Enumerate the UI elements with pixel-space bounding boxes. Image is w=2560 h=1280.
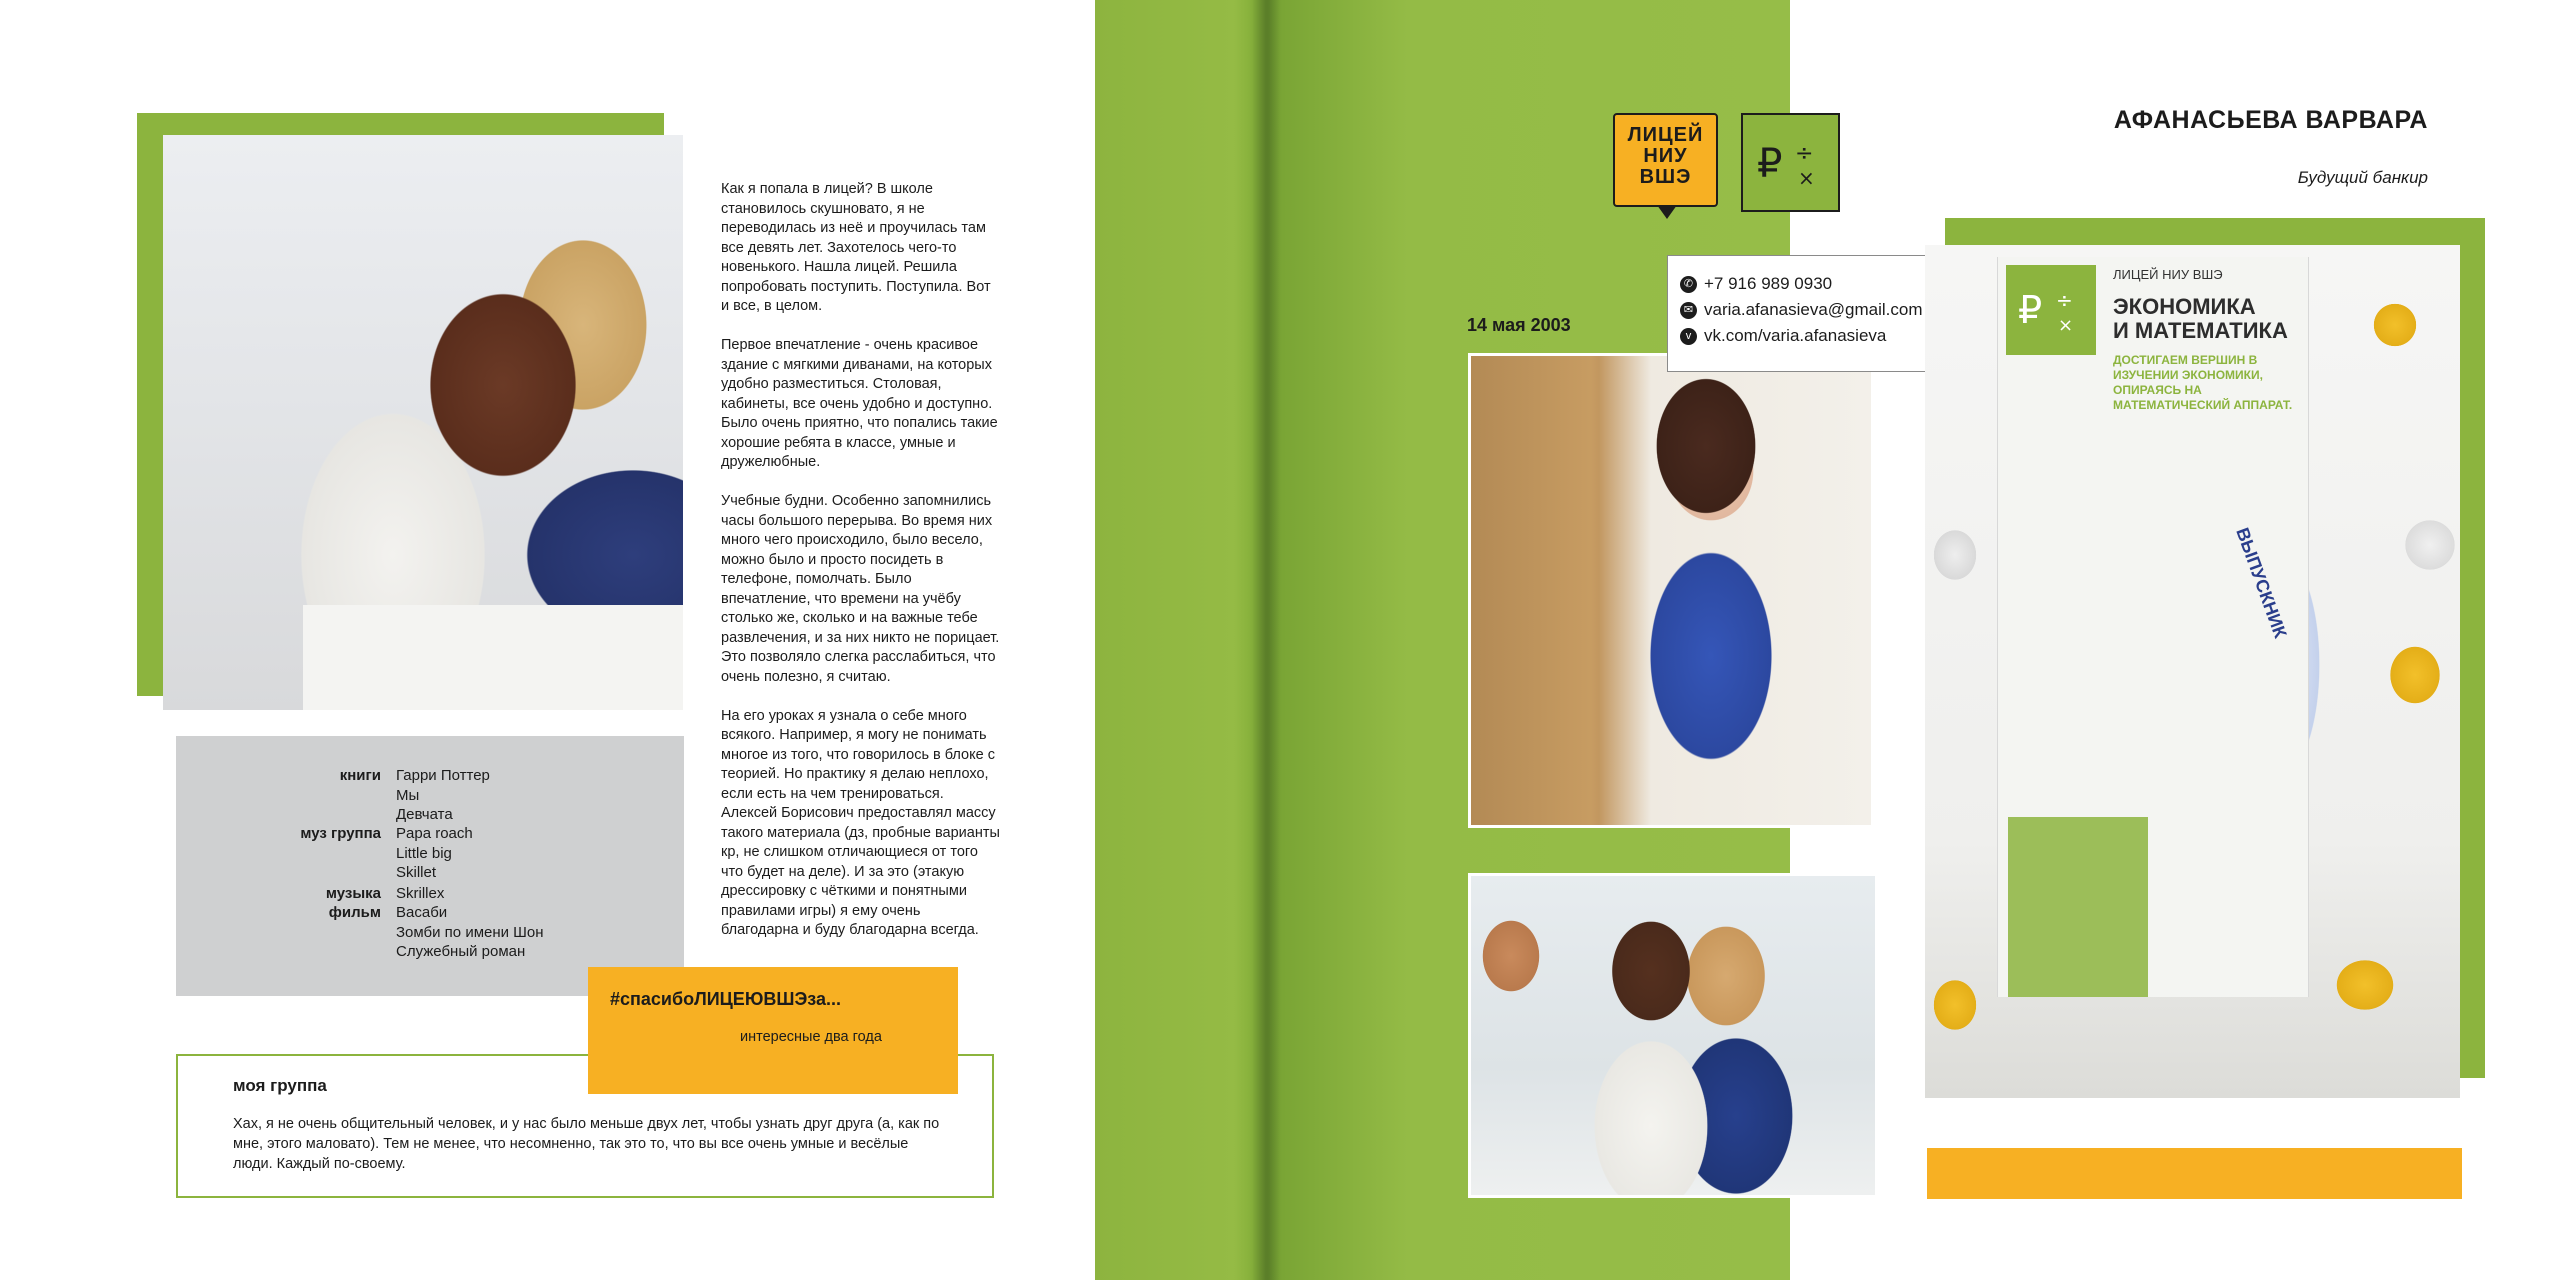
- favorites-key: муз группа: [300, 825, 381, 842]
- email-text: varia.afanasieva@gmail.com: [1704, 300, 1923, 319]
- phone-icon: ✆: [1680, 276, 1697, 293]
- favorites-values: [396, 903, 544, 962]
- favorites-values: [396, 824, 473, 883]
- favorites-value: Васаби: [396, 904, 448, 921]
- banner-city-graphic: [2008, 817, 2148, 997]
- student-role: Будущий банкир: [2297, 168, 2428, 187]
- vk-icon: v: [1680, 328, 1697, 345]
- banner-small-text: ЛИЦЕЙ НИУ ВШЭ: [2113, 267, 2223, 282]
- student-name: АФАНАСЬЕВА ВАРВАРА: [2113, 106, 2428, 134]
- story-paragraph: Учебные будни. Особенно запомнились часы большого перерыва. Во время них много чего происходило, было весело, можно было и просто посидеть в телефоне, помолчать. Было впечатление, что времени на учёбу столько же, сколько и на важные тебе развлечения, и за них никто не порицает. Это позволяло слегка расслабиться, что очень полезно, я считаю.: [721, 493, 1000, 685]
- student-writing-photo: [163, 135, 683, 710]
- favorites-box: [176, 736, 684, 996]
- birth-date: 14 мая 2003: [1467, 315, 1571, 335]
- orange-accent-bar: [1927, 1148, 2462, 1199]
- favorites-value: Skrillex: [396, 885, 445, 902]
- banner-logo: [2006, 265, 2096, 355]
- vk-text: vk.com/varia.afanasieva: [1704, 326, 1887, 345]
- contact-vk[interactable]: [1685, 326, 1887, 346]
- svg-text:×: ×: [2058, 315, 2074, 336]
- story-paragraph: Первое впечатление - очень красивое здание с мягкими диванами, на которых удобно разместиться. Столовая, кабинеты, все очень удобно и доступно. Было очень приятно, что попались такие хорошие ребята в классе, умные и дружелюбные.: [721, 337, 998, 470]
- page-fold-shadow: [1252, 0, 1280, 1280]
- thanks-text: интересные два года: [740, 1029, 882, 1045]
- logo-line: ВШЭ: [1639, 166, 1692, 188]
- favorites-values: [396, 884, 444, 904]
- favorites-value: Служебный роман: [396, 943, 526, 960]
- program-banner: [1997, 257, 2309, 997]
- graduate-sash: ВЫПУСКНИК: [2232, 525, 2291, 641]
- favorites-values: [396, 766, 490, 825]
- banner-subtitle: ДОСТИГАЕМ ВЕРШИН В ИЗУЧЕНИИ ЭКОНОМИКИ, ОПИРАЯСЬ НА МАТЕМАТИЧЕСКИЙ АППАРАТ.: [2113, 353, 2293, 412]
- logo-line: НИУ: [1643, 145, 1688, 167]
- favorites-key: музыка: [325, 885, 381, 902]
- svg-text:÷: ÷: [2056, 288, 2073, 312]
- friends-photo: [1468, 873, 1878, 1198]
- economics-logo: [1741, 113, 1840, 212]
- svg-text:₽: ₽: [2018, 288, 2043, 332]
- thanks-title: #спасибоЛИЦЕЮВШЭза...: [610, 989, 841, 1009]
- my-group-text: Хах, я не очень общительный человек, и у нас было меньше двух лет, чтобы узнать друг друга (а, как по мне, этого маловато). Тем не менее, что несомненно, так это то, что вы все очень умные и весёлые люди. Каждый по-своему.: [233, 1116, 940, 1172]
- favorites-value: Papa roach: [396, 825, 473, 842]
- student-portrait-photo: [1468, 353, 1874, 828]
- favorites-value: Зомби по имени Шон: [396, 923, 544, 941]
- logo-line: ЛИЦЕЙ: [1627, 124, 1704, 146]
- svg-text:₽: ₽: [1757, 141, 1783, 187]
- favorites-value: Мы: [396, 786, 420, 804]
- favorites-value: Skillet: [396, 864, 437, 881]
- ruble-divide-icon: [1743, 115, 1838, 210]
- favorites-key: книги: [339, 767, 381, 784]
- liceum-logo: [1613, 113, 1718, 207]
- phone-text: +7 916 989 0930: [1704, 274, 1833, 293]
- story-paragraph: На его уроках я узнала о себе много всякого. Например, я могу не понимать многое из того, что говорилось в блоке с теорией. Но практику я делаю неплохо, если есть на чем тренироваться. Алексей Борисович предоставлял массу такого материала (дз, пробные варианты кр, не слишком отличающиеся от того что будет на деле). И за это (этакую дрессировку с чёткими и понятными правилами игры) я ему очень благодарна и буду благодарна всегда.: [721, 707, 1000, 938]
- favorites-value: Little big: [396, 844, 452, 862]
- svg-text:÷: ÷: [1795, 141, 1814, 166]
- graduate-photo: [1925, 245, 2460, 1098]
- favorites-value: Гарри Поттер: [396, 767, 490, 784]
- favorites-value: Девчата: [396, 806, 453, 823]
- svg-text:×: ×: [1798, 166, 1815, 190]
- thanks-box: [588, 967, 958, 1094]
- banner-title-line: И МАТЕМАТИКА: [2113, 318, 2288, 343]
- contact-email[interactable]: [1683, 300, 1923, 320]
- my-group-title: моя группа: [233, 1076, 327, 1095]
- story-paragraph: Как я попала в лицей? В школе становилось скушновато, я не переводилась из неё и проучилась там все девять лет. Захотелось чего-то новенького. Нашла лицей. Решила попробовать поступить. Поступила. Вот и все, в целом.: [721, 181, 991, 314]
- favorites-key: фильм: [328, 904, 381, 921]
- story-text: [721, 180, 1001, 960]
- mail-icon: ✉: [1680, 302, 1697, 319]
- banner-title: [2113, 295, 2288, 343]
- contact-phone[interactable]: [1683, 274, 1833, 294]
- banner-title-line: ЭКОНОМИКА: [2113, 294, 2256, 319]
